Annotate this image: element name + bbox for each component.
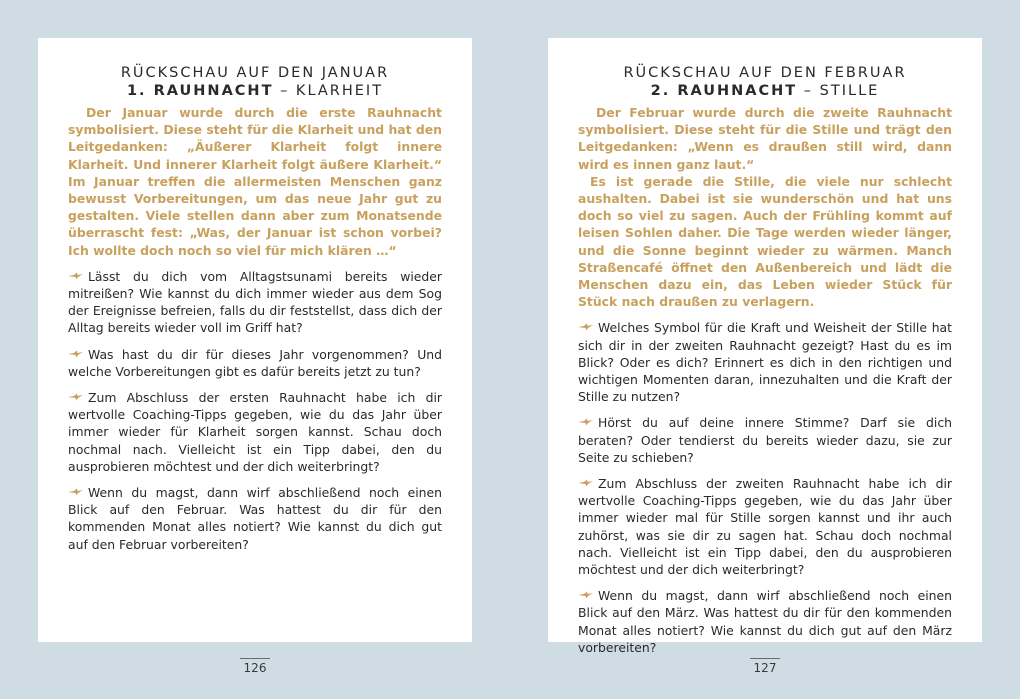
right-question: [578, 587, 952, 656]
page-number-left: 126: [240, 660, 270, 676]
right-heading: [578, 64, 952, 100]
left-heading-rest: – KLARHEIT: [273, 83, 384, 99]
bird-icon: [68, 393, 83, 401]
right-intro-paragraph: Es ist gerade die Stille, die viele nur schlecht aushalten. Dabei ist sie wunderschön und hat uns doch so viel zu sagen. Auch der Frühling kommt auf leisen Sohlen daher. Die Tage werden wieder länger, und die Sonne beginnt wieder zu wärmen. Manch Straßencafé öffnet den Außenbereich und lädt die Menschen dazu ein, das Leben wieder Stück für Stück nach draußen zu verlagern.: [578, 173, 952, 310]
right-heading-line2: [578, 82, 952, 100]
right-heading-line1: RÜCKSCHAU AUF DEN FEBRUAR: [623, 65, 907, 81]
left-heading-line2: [68, 82, 442, 100]
right-page: [548, 38, 982, 655]
bird-icon: [578, 418, 593, 426]
bird-icon: [68, 272, 83, 280]
right-question: [578, 475, 952, 578]
left-heading: [68, 64, 442, 100]
left-question-text: Wenn du magst, dann wirf abschließend noch einen Blick auf den Februar. Was hattest du dir für den kommenden Monat alles notiert? Wie kannst du dich gut auf den Februar vorbereiten?: [68, 485, 442, 552]
bird-icon: [578, 323, 593, 331]
left-heading-line1: RÜCKSCHAU AUF DEN JANUAR: [120, 65, 390, 81]
left-page: [38, 38, 472, 642]
bird-icon: [68, 350, 83, 358]
bird-icon: [578, 479, 593, 487]
page-number-right: 127: [750, 660, 780, 676]
right-question-text: Zum Abschluss der zweiten Rauhnacht habe ich dir wertvolle Coaching-Tipps gegeben, wie du das Jahr über immer wieder mal für Stille sorgen kannst und ihr auch zuhörst, was sie dir zu sagen hat. Schau doch nochmal nach. Vielleicht ist ein Tipp dabei, den du ausprobieren möchtest und der dich weiterbringt?: [578, 476, 952, 578]
right-question: [578, 319, 952, 405]
left-question-text: Lässt du dich vom Alltagstsunami bereits wieder mitreißen? Wie kannst du dich immer wieder aus dem Sog der Ereignisse befreien, falls du dir feststellst, dass dich der Alltag bereits wieder voll im Griff hat?: [68, 268, 442, 336]
bird-icon: [68, 488, 83, 496]
left-question: [68, 389, 442, 475]
bird-icon: [578, 591, 593, 599]
left-question-text: Was hast du dir für dieses Jahr vorgenommen? Und welche Vorbereitungen gibt es dafür bereits jetzt zu tun?: [68, 346, 442, 379]
right-question-text: Hörst du auf deine innere Stimme? Darf sie dich beraten? Oder tendierst du bereits wieder dazu, sie zur Seite zu schieben?: [578, 415, 952, 465]
right-question-text: Welches Symbol für die Kraft und Weisheit der Stille hat sich dir in der zweiten Rauhnacht gezeigt? Hast du es im Blick? Oder es dich? Erinnert es dich in den richtigen und wichtigen Momenten daran, innezuhalten und die Kraft der Stille zu nutzen?: [578, 320, 952, 405]
right-question: [578, 414, 952, 466]
left-heading-num: 1. RAUHNACHT: [126, 83, 274, 99]
right-heading-rest: – STILLE: [797, 83, 880, 99]
right-question-text: Wenn du magst, dann wirf abschließend noch einen Blick auf den März. Was hattest du dir für den kommenden Monat alles notiert? Wie kannst du dich gut auf den März vorbereiten?: [578, 588, 952, 655]
left-question: [68, 268, 442, 337]
left-intro: [68, 104, 442, 259]
right-intro: [578, 104, 952, 310]
left-question: [68, 346, 442, 380]
right-intro-paragraph: Der Februar wurde durch die zweite Rauhnacht symbolisiert. Diese steht für die Stille und trägt den Leitgedanken: „Wenn es draußen still wird, dann wird es innen ganz laut.“: [578, 105, 952, 172]
right-heading-num: 2. RAUHNACHT: [650, 83, 798, 99]
left-intro-paragraph: Der Januar wurde durch die erste Rauhnacht symbolisiert. Diese steht für die Klarheit und hat den Leitgedanken: „Äußerer Klarheit folgt innere Klarheit. Und innerer Klarheit folgt äußere Klarheit.“ Im Januar treffen die allermeisten Menschen ganz bewusst Vorbereitungen, um das neue Jahr gut zu gestalten. Viele stellen dann aber zum Monatsende überrascht fest: „Was, der Januar ist schon vorbei? Ich wollte doch noch so viel für mich klären …“: [68, 105, 442, 258]
left-question: [68, 484, 442, 553]
left-question-text: Zum Abschluss der ersten Rauhnacht habe ich dir wertvolle Coaching-Tipps gegeben, wie du das Jahr über immer wieder für Klarheit sorgen kannst. Schau doch nochmal nach. Vielleicht ist ein Tipp dabei, den du ausprobieren möchtest und der dich weiterbringt?: [68, 390, 442, 474]
